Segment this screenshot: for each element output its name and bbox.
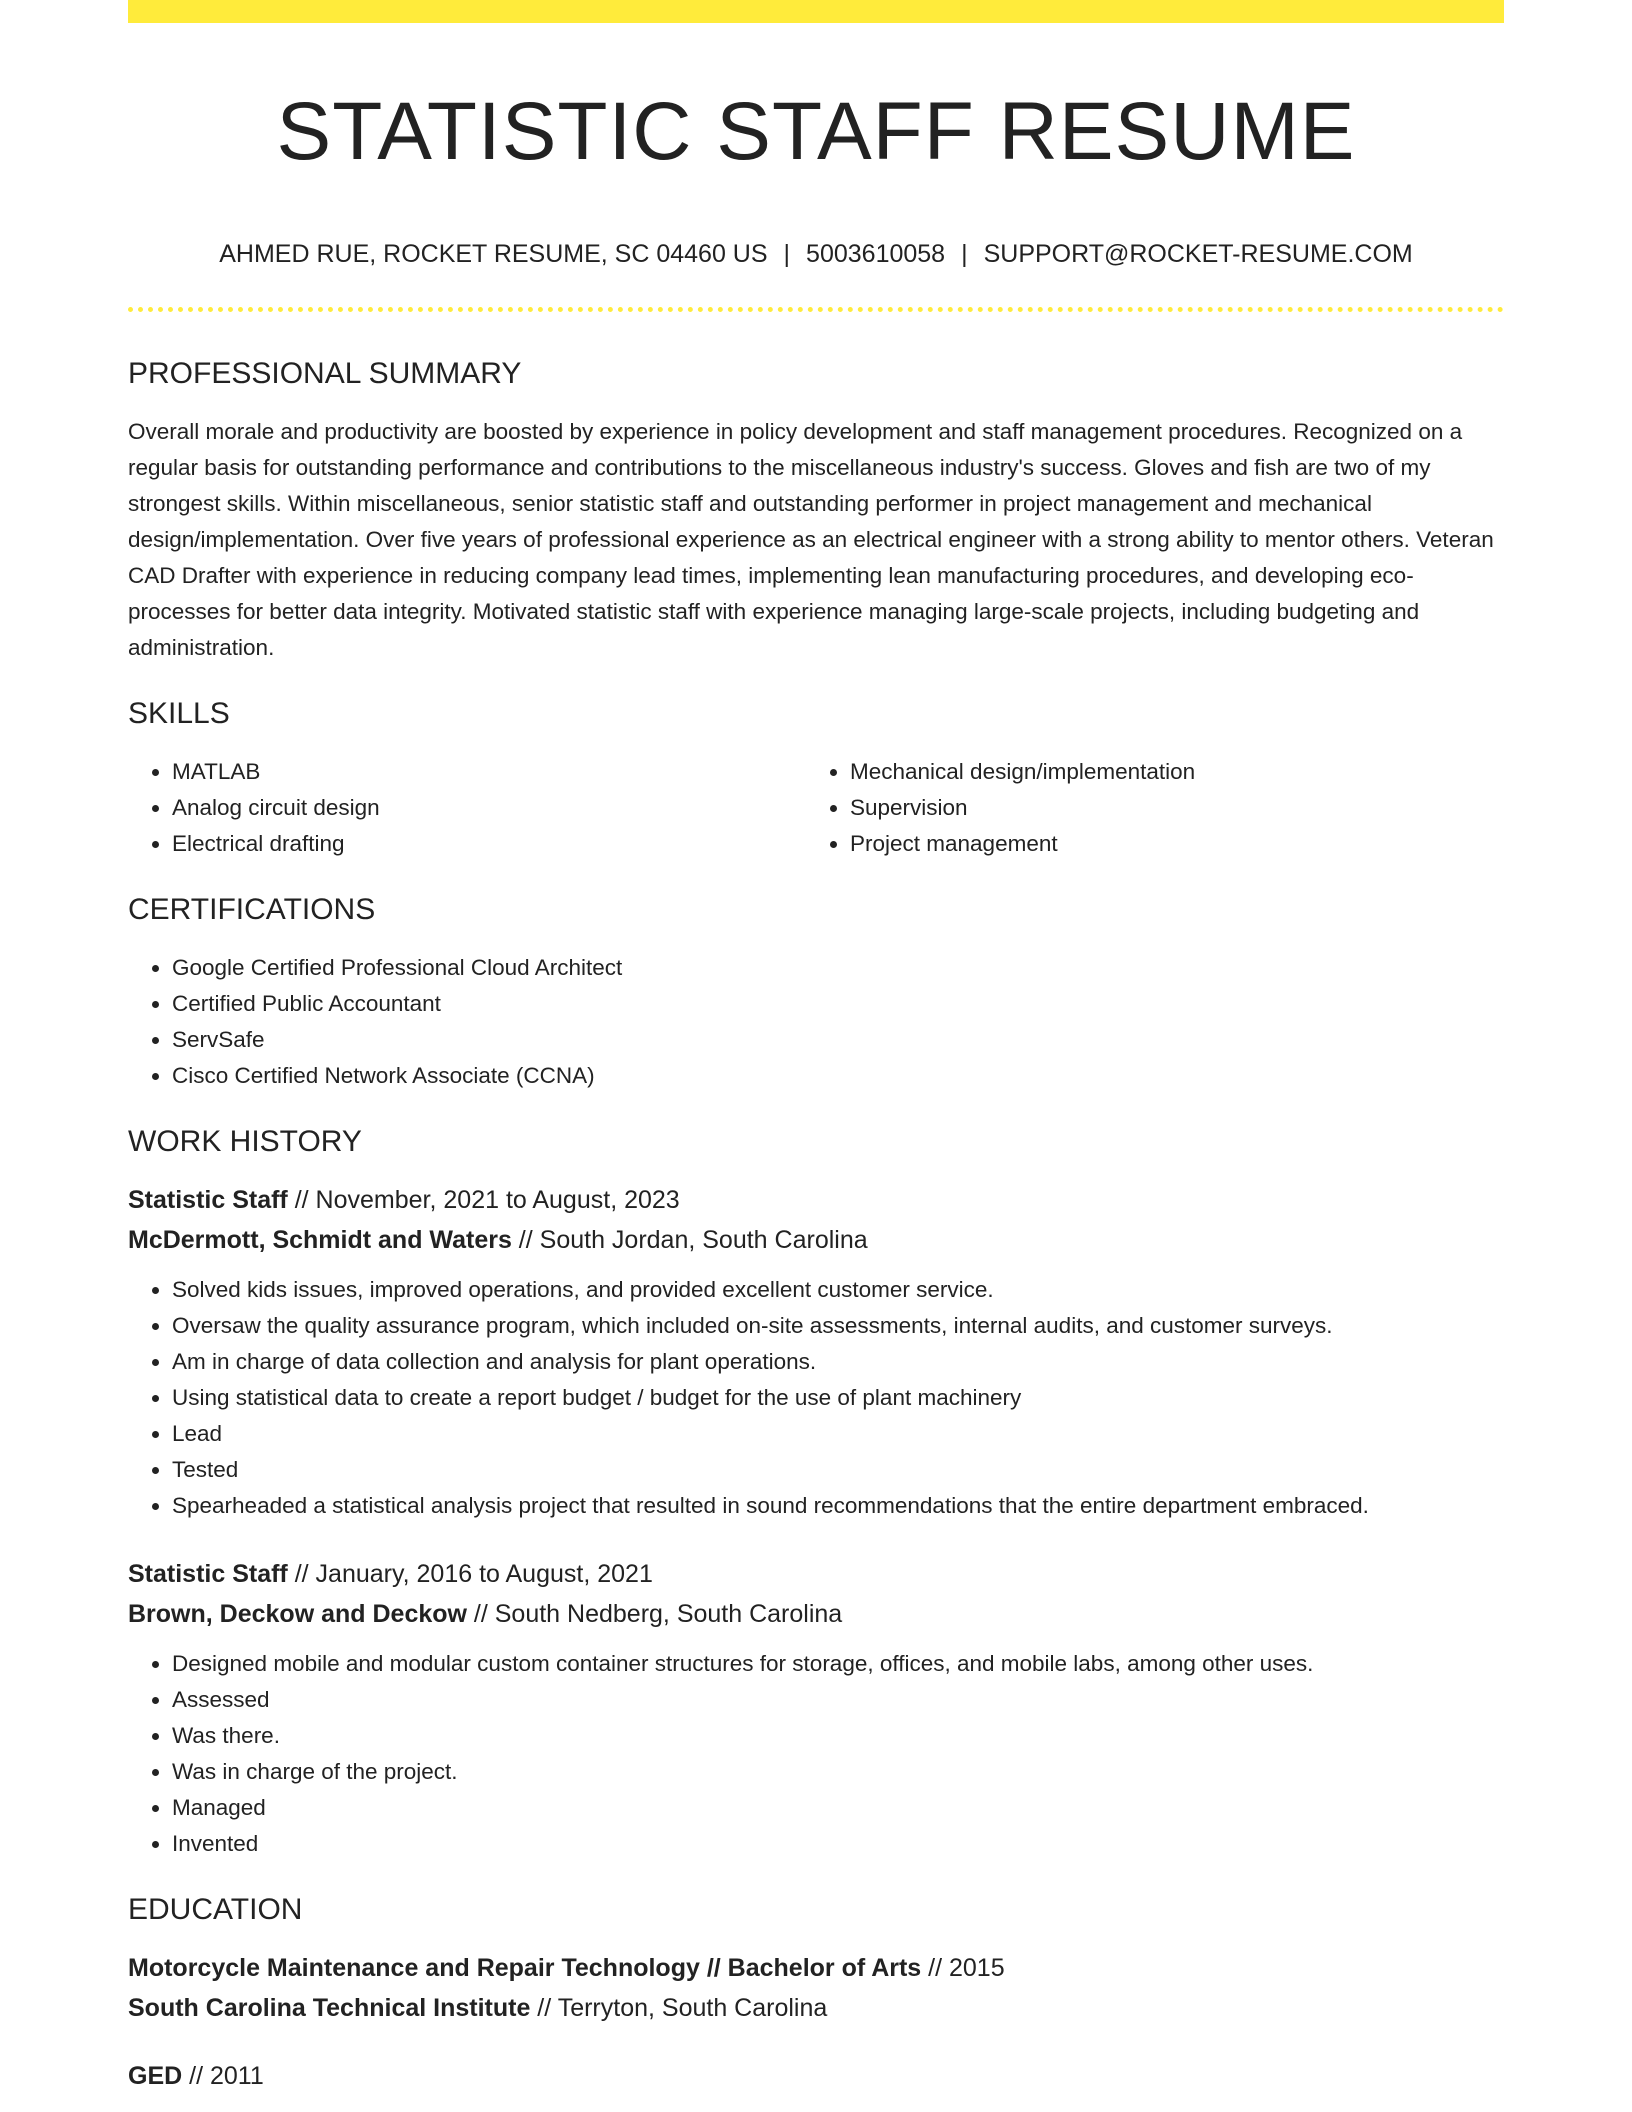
job-duty-item: • Solved kids issues, improved operations, and provided excellent customer service.	[172, 1272, 1504, 1308]
education-school-line	[128, 1988, 1504, 2028]
certifications-list	[128, 950, 1504, 1094]
certification-item: • Google Certified Professional Cloud Architect	[172, 950, 1504, 986]
job-location: // South Jordan, South Carolina	[511, 1226, 868, 1255]
contact-separator: |	[961, 240, 968, 269]
certification-item: • Certified Public Accountant	[172, 986, 1504, 1022]
job-dates: // November, 2021 to August, 2023	[287, 1186, 680, 1215]
job-duties-list	[128, 1272, 1504, 1524]
summary-section	[128, 356, 1504, 666]
skills-section	[128, 696, 1504, 862]
accent-bar	[128, 0, 1504, 23]
skill-item: • Supervision	[850, 790, 1484, 826]
education-entry	[128, 1948, 1504, 2028]
skills-list-right	[806, 754, 1484, 862]
education-degree: Motorcycle Maintenance and Repair Technology // Bachelor of Arts	[128, 1954, 922, 1983]
job-company: Brown, Deckow and Deckow	[128, 1600, 467, 1629]
job-title-line	[128, 1180, 1504, 1220]
job-dates: // January, 2016 to August, 2021	[287, 1560, 653, 1589]
job-duty-item: • Designed mobile and modular custom container structures for storage, offices, and mobile labs, among other uses.	[172, 1646, 1504, 1682]
section-heading-summary: PROFESSIONAL SUMMARY	[128, 357, 522, 391]
dotted-divider	[128, 307, 1504, 312]
job-duty-item: • Assessed	[172, 1682, 1504, 1718]
contact-email[interactable]: SUPPORT@ROCKET-RESUME.COM	[983, 240, 1413, 269]
education-school: South Carolina Technical Institute	[128, 1994, 531, 2023]
job-duties-list	[128, 1646, 1504, 1862]
education-year: // 2011	[182, 2062, 264, 2091]
contact-separator: |	[783, 240, 791, 269]
job-duty-item: • Was in charge of the project.	[172, 1754, 1504, 1790]
education-location: // Terryton, South Carolina	[530, 1994, 828, 2023]
section-heading-certifications: CERTIFICATIONS	[128, 893, 376, 927]
education-year: // 2015	[921, 1954, 1005, 1983]
skills-grid	[128, 754, 1504, 862]
resume-title: STATISTIC STAFF RESUME	[276, 86, 1356, 177]
job-company-line	[128, 1594, 1504, 1634]
certification-item: • ServSafe	[172, 1022, 1504, 1058]
certification-item: • Cisco Certified Network Associate (CCNA)	[172, 1058, 1504, 1094]
education-section	[128, 1892, 1504, 2096]
education-degree: GED	[128, 2062, 183, 2091]
job-duty-item: • Oversaw the quality assurance program, which included on-site assessments, internal audits, and customer surveys.	[172, 1308, 1504, 1344]
certifications-section	[128, 892, 1504, 1094]
resume-page	[128, 0, 1504, 2096]
section-heading-skills: SKILLS	[128, 697, 230, 731]
job-duty-item: • Using statistical data to create a report budget / budget for the use of plant machinery	[172, 1380, 1504, 1416]
job-location: // South Nedberg, South Carolina	[466, 1600, 843, 1629]
education-degree-line	[128, 1948, 1504, 1988]
job-duty-item: • Was there.	[172, 1718, 1504, 1754]
education-degree-line	[128, 2056, 1504, 2096]
skills-list-left	[128, 754, 806, 862]
skill-item: • Analog circuit design	[172, 790, 806, 826]
job-title: Statistic Staff	[128, 1186, 288, 1215]
job-duty-item: • Spearheaded a statistical analysis project that resulted in sound recommendations that the entire department embraced.	[172, 1488, 1504, 1524]
section-heading-education: EDUCATION	[128, 1893, 303, 1927]
job-duty-item: • Managed	[172, 1790, 1504, 1826]
job-duty-item: • Lead	[172, 1416, 1504, 1452]
contact-line	[128, 239, 1504, 269]
skill-item: • Electrical drafting	[172, 826, 806, 862]
skill-item: • Project management	[850, 826, 1484, 862]
job-company-line	[128, 1220, 1504, 1260]
job-entry	[128, 1554, 1504, 1862]
job-duty-item: • Tested	[172, 1452, 1504, 1488]
section-heading-work-history: WORK HISTORY	[128, 1125, 362, 1159]
skill-item: • Mechanical design/implementation	[850, 754, 1484, 790]
education-entry	[128, 2056, 1504, 2096]
job-title-line	[128, 1554, 1504, 1594]
summary-text: Overall morale and productivity are boosted by experience in policy development and staff management procedures. Recognized on a regular basis for outstanding performance and contributions to the miscellaneous industry's success. Gloves and fish are two of my strongest skills. Within miscellaneous, senior statistic staff and outstanding performer in project management and mechanical design/implementation. Over five years of professional experience as an electrical engineer with a strong ability to mentor others. Veteran CAD Drafter with experience in reducing company lead times, implementing lean manufacturing procedures, and developing eco-processes for better data integrity. Motivated statistic staff with experience managing large-scale projects, including budgeting and administration.	[128, 419, 1494, 661]
job-duty-item: • Am in charge of data collection and analysis for plant operations.	[172, 1344, 1504, 1380]
work-history-section	[128, 1124, 1504, 1862]
job-company: McDermott, Schmidt and Waters	[128, 1226, 512, 1255]
contact-address: AHMED RUE, ROCKET RESUME, SC 04460 US	[219, 240, 768, 269]
skill-item: • MATLAB	[172, 754, 806, 790]
job-entry	[128, 1180, 1504, 1524]
job-title: Statistic Staff	[128, 1560, 288, 1589]
job-duty-item: • Invented	[172, 1826, 1504, 1862]
contact-phone: 5003610058	[806, 240, 946, 269]
